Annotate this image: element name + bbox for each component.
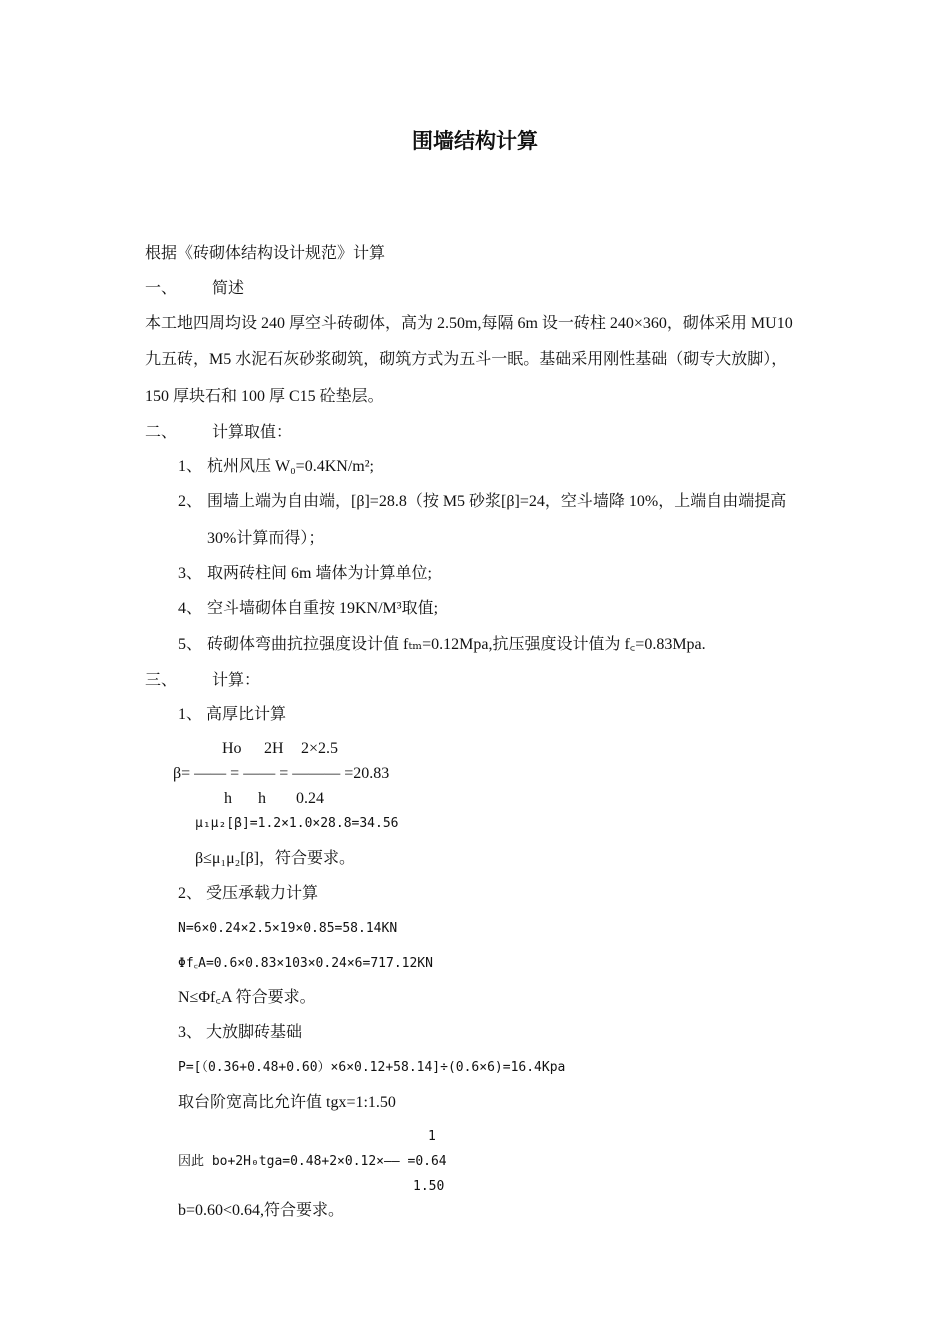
page-title: 围墙结构计算 xyxy=(412,128,538,153)
pressure-formula: P=[（0.36+0.48+0.60）×6×0.12+58.14]÷(0.6×6)=16.4Kpa xyxy=(178,1060,566,1075)
calc-1-heading: 1、 高厚比计算 xyxy=(178,706,287,723)
beta-check: β≤μ₁μ₂[β]，符合要求。 xyxy=(195,850,356,867)
value-2-continuation: 30%计算而得）； xyxy=(207,530,325,547)
fraction-numerator: 1 xyxy=(428,1129,436,1144)
section-2-number: 二、 xyxy=(145,424,178,441)
value-2-number: 2、 xyxy=(178,493,203,510)
beta-denominator-2: h xyxy=(258,790,266,807)
value-3-number: 3、 xyxy=(178,565,203,582)
value-4-text: 空斗墙砌体自重按 19KN/M³取值; xyxy=(207,600,439,617)
fraction-denominator: 1.50 xyxy=(413,1179,445,1194)
intro-line: 根据《砖砌体结构设计规范》计算 xyxy=(145,245,386,262)
calc-2-heading: 2、 受压承载力计算 xyxy=(178,885,319,902)
beta-numerator-3: 2×2.5 xyxy=(301,740,339,757)
section-1-number: 一、 xyxy=(145,280,178,297)
beta-formula: β= —— = —— = ——— =20.83 xyxy=(173,765,390,782)
mu-formula: μ₁μ₂[β]=1.2×1.0×28.8=34.56 xyxy=(195,816,399,831)
beta-denominator-1: h xyxy=(224,790,232,807)
overview-line-2: 九五砖，M5 水泥石灰砂浆砌筑，砌筑方式为五斗一眠。基础采用刚性基础（砌专大放脚）， xyxy=(145,351,788,368)
final-check: b=0.60<0.64,符合要求。 xyxy=(178,1202,345,1219)
value-1-text: 杭州风压 W₀=0.4KN/m²; xyxy=(207,458,374,475)
overview-line-1: 本工地四周均设 240 厚空斗砖砌体，高为 2.50m,每隔 6m 设一砖柱 240×360，砌体采用 MU10 xyxy=(145,315,793,332)
value-2-text: 围墙上端为自由端，[β]=28.8（按 M5 砂浆[β]=24，空斗墙降 10%，上端自由端提高 xyxy=(207,493,787,510)
calc-3-heading: 3、 大放脚砖基础 xyxy=(178,1024,303,1041)
beta-denominator-3: 0.24 xyxy=(296,790,324,807)
phi-formula: Φf꜀A=0.6×0.83×103×0.24×6=717.12KN xyxy=(178,956,433,971)
beta-numerator-2: 2H xyxy=(264,740,284,757)
overview-line-3: 150 厚块石和 100 厚 C15 砼垫层。 xyxy=(145,388,384,405)
value-3-text: 取两砖柱间 6m 墙体为计算单位; xyxy=(207,565,432,582)
ratio-line: 取台阶宽高比允许值 tgx=1:1.50 xyxy=(178,1094,396,1111)
width-formula: 因此 bo+2H₀tga=0.48+2×0.12×—— =0.64 xyxy=(178,1154,447,1169)
section-2-title: 计算取值： xyxy=(212,424,293,441)
section-3-number: 三、 xyxy=(145,672,178,689)
value-5-text: 砖砌体弯曲抗拉强度设计值 fₜₘ=0.12Mpa,抗压强度设计值为 f꜀=0.83Mpa. xyxy=(207,636,706,653)
value-4-number: 4、 xyxy=(178,600,203,617)
value-5-number: 5、 xyxy=(178,636,203,653)
section-1-title: 简述 xyxy=(212,280,245,297)
n-formula: N=6×0.24×2.5×19×0.85=58.14KN xyxy=(178,921,398,936)
value-1-number: 1、 xyxy=(178,458,203,475)
beta-numerator-1: Ho xyxy=(222,740,242,757)
section-3-title: 计算： xyxy=(212,672,261,689)
capacity-check: N≤Φf꜀A 符合要求。 xyxy=(178,989,316,1006)
